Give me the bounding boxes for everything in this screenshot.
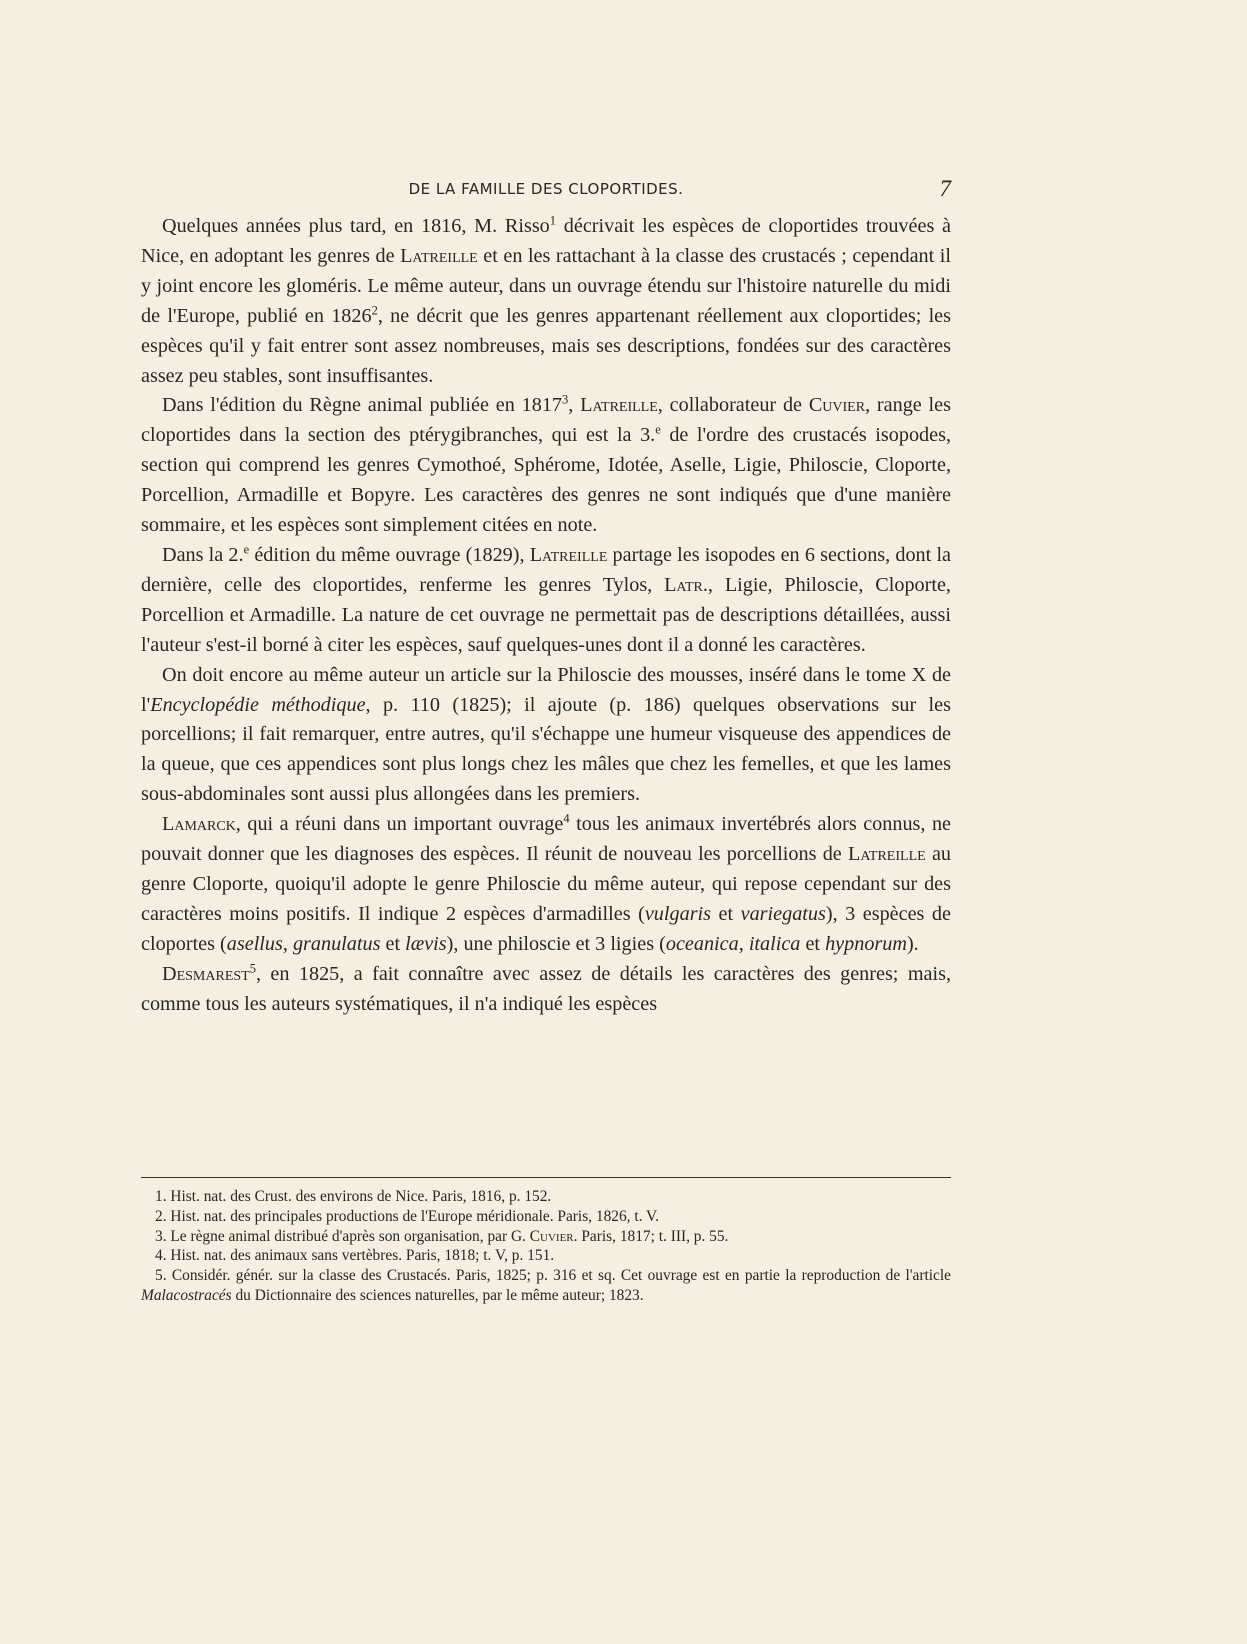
text-run: , en 1825, a fait connaître avec assez de détails les caractères des genres; mais, comme tous les auteurs systématiques, il n'a indiqué les espèces	[141, 962, 951, 1015]
author-name: Lamarck	[162, 813, 236, 836]
text-run: On doit encore au même auteur un article sur la Philoscie des mousses, inséré dans le tome X de	[162, 663, 951, 686]
text-run: partage les isopodes en 6 sections, dont la dernière, celle des cloportides, renferme les genres Tylos,	[141, 543, 952, 596]
author-name: Latreille	[848, 843, 926, 866]
text-run: tous les animaux invertébrés alors connus, ne pouvait donner que les diagnoses des espèces. Il réunit de nouveau les porcellions de	[141, 813, 951, 866]
paragraph-1	[141, 212, 951, 391]
paragraph-5	[141, 810, 951, 960]
species-name: granulatus	[292, 932, 381, 955]
text-run: , collaborateur de	[657, 394, 809, 417]
paragraph-4	[141, 661, 951, 811]
page-header	[141, 176, 951, 204]
species-name: hypnorum	[825, 932, 907, 955]
work-title: Encyclopédie méthodique	[150, 693, 366, 716]
footnote-1: 1. Hist. nat. des Crust. des environs de Nice. Paris, 1816, p. 152.	[155, 1188, 552, 1205]
text-run: et	[800, 932, 826, 955]
footnotes	[141, 1187, 951, 1306]
text-run: Quelques années plus tard, en 1816, M. Risso	[162, 215, 550, 237]
paragraph-3	[141, 541, 951, 661]
text-run: ,	[282, 932, 293, 955]
text-run: ,	[738, 932, 749, 955]
paragraph-6	[141, 960, 951, 1020]
text-run: ), une philoscie et 3 ligies (	[446, 932, 666, 955]
footnote-4: 4. Hist. nat. des animaux sans vertèbres. Paris, 1818; t. V, p. 151.	[155, 1247, 555, 1265]
body-text	[141, 212, 951, 1019]
footnote-5	[141, 1266, 951, 1306]
author-name: Latr.	[664, 573, 708, 596]
footnote-ref-4: 4	[563, 811, 570, 826]
ordinal-superscript: e	[655, 422, 661, 437]
footnote-ref-5: 5	[249, 961, 256, 976]
text-run: ).	[906, 932, 919, 955]
species-name: oceanica	[665, 932, 739, 955]
text-run: ), 3 espèces de cloportes (	[141, 902, 951, 955]
text-run: et en les rattachant à la classe des crustacés ; cependant il y joint encore les gloméris. Le même auteur, dans un ouvrage étendu sur l'histoire naturelle du midi de l'Europe, publié en 1826	[141, 244, 951, 327]
species-name: italica	[748, 932, 801, 955]
text-run: Dans la 2.	[162, 543, 244, 566]
footnote-separator	[141, 1177, 951, 1178]
ordinal-superscript: e	[243, 542, 250, 557]
species-name: vulgaris	[644, 902, 712, 925]
text-run: du Dictionnaire des sciences naturelles, par le même auteur; 1823.	[231, 1286, 644, 1304]
text-run: au genre Cloporte, quoiqu'il adopte le genre Philoscie du même auteur, qui repose cependant sur des caractères moins positifs. Il indique 2 espèces d'armadilles (	[141, 843, 951, 925]
footnote-ref-1: 1	[549, 213, 557, 228]
footnote-2: 2. Hist. nat. des principales productions de l'Europe méridionale. Paris, 1826, t. V.	[155, 1207, 660, 1225]
species-name: variegatus	[740, 902, 826, 925]
text-run: de l'ordre des crustacés isopodes, section qui comprend les genres Cymothoé, Sphérome, Idotée, Aselle, Ligie, Philoscie, Cloporte, Porcellion, Armadille et Bopyre. Les caractères des genres ne sont indiqués que d'une manière sommaire, et les espèces sont simplement citées en note.	[141, 424, 952, 537]
text-run: Dans l'édition du Règne animal publiée en 1817	[162, 394, 563, 417]
author-name: Desmarest	[162, 962, 250, 985]
author-name: Cuvier	[808, 394, 866, 417]
footnote-ref-2: 2	[371, 303, 378, 318]
author-name: Cuvier	[529, 1227, 574, 1245]
footnote-ref-3: 3	[562, 392, 569, 407]
text-run: , qui a réuni dans un important ouvrage	[235, 813, 564, 836]
running-title: DE LA FAMILLE DES CLOPORTIDES.	[408, 180, 684, 198]
text-run: ,	[568, 394, 581, 417]
species-name: asellus	[226, 932, 283, 955]
text-run: , ne décrit que les genres appartenant réellement aux cloportides; les espèces qu'il y fait entrer sont assez nombreuses, mais ses descriptions, fondées sur des caractères assez peu stables, sont insuffisantes.	[141, 304, 951, 387]
footnote-3	[141, 1227, 951, 1247]
text-run: , range les cloportides dans la section des ptérygibranches, qui est la 3.	[141, 394, 951, 447]
text-run: décrivait les espèces de cloportides trouvées à Nice, en adoptant les genres de	[141, 215, 952, 267]
page-number: 7	[939, 176, 951, 201]
work-title: Malacostracés	[141, 1286, 232, 1304]
text-run: édition du même ouvrage (1829),	[249, 543, 530, 566]
text-run: 3. Le règne animal distribué d'après son organisation, par G.	[155, 1227, 530, 1245]
author-name: Latreille	[529, 543, 608, 566]
paragraph-2	[141, 391, 951, 541]
text-run: 5. Considér. génér. sur la classe des Crustacés. Paris, 1825; p. 316 et sq. Cet ouvrage est en partie la reproduction de l'article	[155, 1267, 951, 1285]
text-run: , p. 110 (1825); il ajoute (p. 186) quelques observations sur les porcellions; il fait remarquer, entre autres, qu'il s'échappe une humeur visqueuse des appendices de la queue, que ces appendices sont plus longs chez les mâles que chez les femelles, et que les lames sous-abdominales sont aussi plus allongées dans les premiers.	[141, 693, 951, 806]
species-name: lævis	[405, 932, 447, 955]
text-run: , Ligie, Philoscie, Cloporte, Porcellion et Armadille. La nature de cet ouvrage ne permettait pas de descriptions détaillées, aussi l'auteur s'est-il borné à citer les espèces, sauf quelques-unes dont il a donné les caractères.	[141, 573, 951, 656]
text-run: et	[380, 932, 406, 955]
author-name: Latreille	[580, 394, 658, 417]
author-name: Latreille	[400, 244, 478, 267]
text-run: . Paris, 1817; t. III, p. 55.	[573, 1227, 729, 1245]
text-run: l'	[141, 693, 151, 716]
text-run: et	[711, 902, 741, 925]
